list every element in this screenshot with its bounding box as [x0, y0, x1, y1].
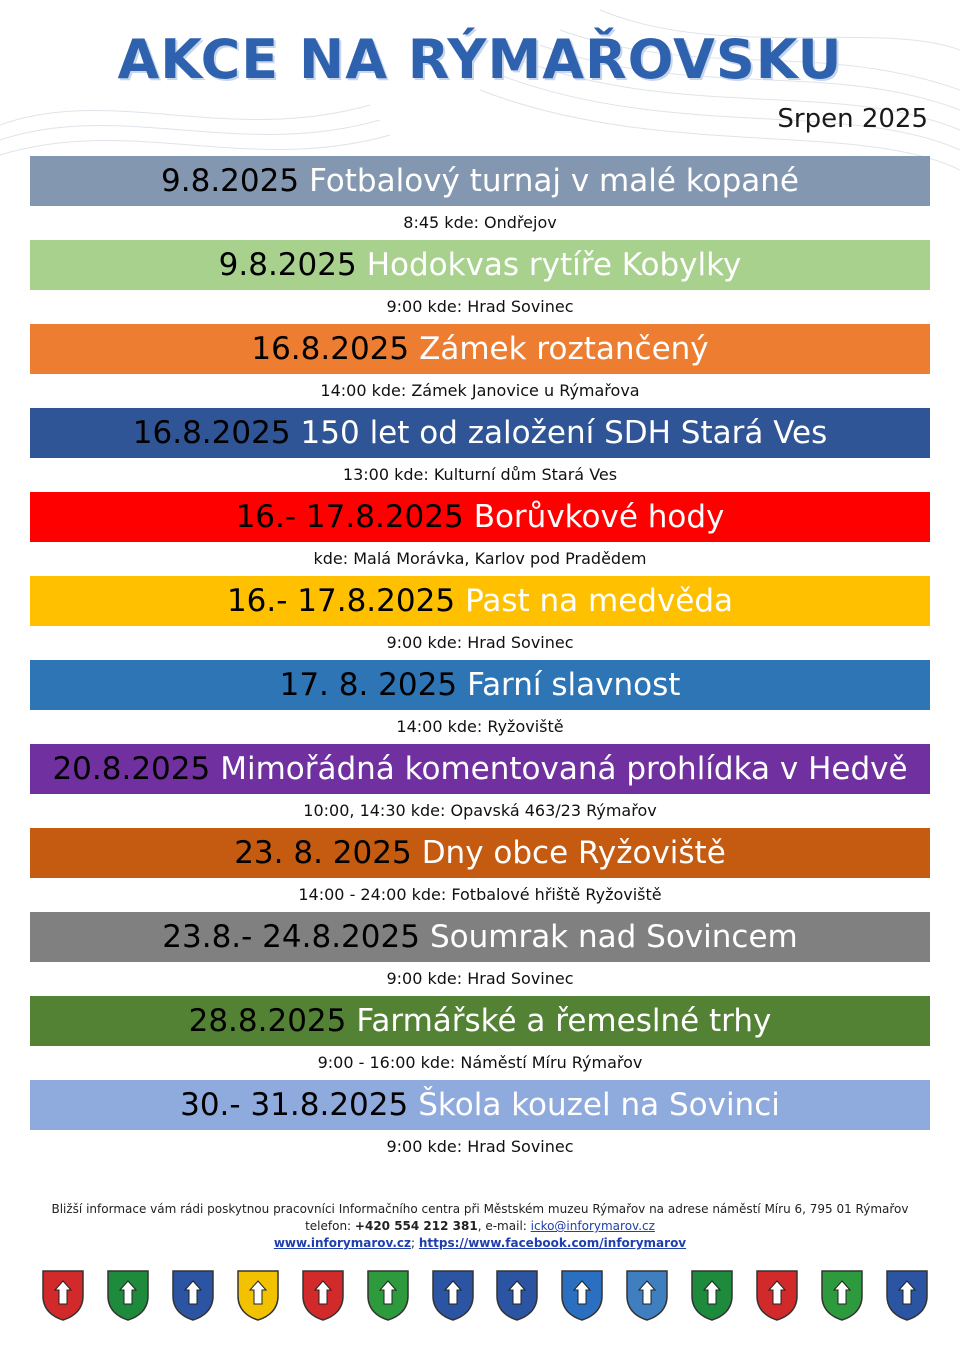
flower-crest-icon — [819, 1268, 865, 1322]
event-date: 23.8.- 24.8.2025 — [162, 919, 420, 955]
event-detail: 9:00 kde: Hrad Sovinec — [386, 969, 574, 988]
crossed-hammers-crest-icon — [105, 1268, 151, 1322]
event-detail: 8:45 kde: Ondřejov — [403, 213, 557, 232]
event-banner — [30, 240, 930, 290]
tree-crest-icon — [689, 1268, 735, 1322]
event-date: 20.8.2025 — [52, 751, 211, 787]
event-date: 9.8.2025 — [218, 247, 357, 283]
event-title: Past na medvěda — [465, 583, 734, 619]
event-title: Dny obce Ryžoviště — [421, 835, 726, 871]
event-banner — [30, 492, 930, 542]
event-title: Farmářské a řemeslné trhy — [356, 1003, 772, 1039]
event-item — [30, 324, 930, 408]
event-date: 16.- 17.8.2025 — [235, 499, 464, 535]
event-banner — [30, 1080, 930, 1130]
event-banner — [30, 744, 930, 794]
event-item — [30, 912, 930, 996]
event-date: 17. 8. 2025 — [279, 667, 458, 703]
month-subtitle: Srpen 2025 — [777, 104, 928, 134]
event-detail: 14:00 kde: Ryžoviště — [396, 717, 564, 736]
event-detail: 14:00 kde: Zámek Janovice u Rýmařova — [320, 381, 640, 400]
event-date: 16.- 17.8.2025 — [226, 583, 456, 619]
grapes-crest-icon — [494, 1268, 540, 1322]
footer-links — [0, 1235, 960, 1252]
phone-label: telefon: — [305, 1219, 355, 1233]
event-item — [30, 660, 930, 744]
footer — [0, 1201, 960, 1252]
event-title: Farní slavnost — [467, 667, 681, 703]
event-date: 9.8.2025 — [161, 163, 300, 199]
event-item — [30, 492, 930, 576]
quartered-crest-icon — [300, 1268, 346, 1322]
event-banner — [30, 156, 930, 206]
event-detail: 13:00 kde: Kulturní dům Stará Ves — [342, 465, 618, 484]
event-item — [30, 1080, 930, 1164]
event-item — [30, 156, 930, 240]
email-link[interactable]: icko@inforymarov.cz — [530, 1219, 655, 1233]
event-date: 16.8.2025 — [132, 415, 291, 451]
event-detail: 10:00, 14:30 kde: Opavská 463/23 Rýmařov — [303, 801, 657, 820]
event-banner — [30, 576, 930, 626]
municipal-crests — [40, 1268, 930, 1322]
event-banner — [30, 324, 930, 374]
event-detail: kde: Malá Morávka, Karlov pod Pradědem — [313, 549, 647, 568]
email-label: , e-mail: — [477, 1219, 531, 1233]
event-date: 28.8.2025 — [188, 1003, 347, 1039]
event-detail: 9:00 kde: Hrad Sovinec — [386, 1137, 574, 1156]
event-title: Škola kouzel na Sovinci — [418, 1087, 780, 1123]
diagonal-crest-icon — [624, 1268, 670, 1322]
event-detail: 9:00 - 16:00 kde: Náměstí Míru Rýmařov — [317, 1053, 643, 1072]
link-separator: ; — [411, 1236, 419, 1250]
event-date: 23. 8. 2025 — [234, 835, 412, 871]
event-title: Mimořádná komentovaná prohlídka v Hedvě — [220, 751, 908, 787]
event-banner — [30, 408, 930, 458]
bird-crest-icon — [754, 1268, 800, 1322]
facebook-link[interactable]: https://www.facebook.com/inforymarov — [418, 1236, 687, 1250]
event-banner — [30, 660, 930, 710]
saint-figure-crest-icon — [40, 1268, 86, 1322]
deer-crest-icon — [559, 1268, 605, 1322]
dog-crest-icon — [884, 1268, 930, 1322]
event-title: Borůvkové hody — [473, 499, 725, 535]
website-link[interactable]: www.inforymarov.cz — [273, 1236, 412, 1250]
spruce-trees-crest-icon — [170, 1268, 216, 1322]
event-item — [30, 240, 930, 324]
footer-contact — [0, 1218, 960, 1235]
event-title: Soumrak nad Sovincem — [429, 919, 798, 955]
castle-crest-icon — [430, 1268, 476, 1322]
event-detail: 9:00 kde: Hrad Sovinec — [386, 633, 574, 652]
event-item — [30, 828, 930, 912]
phone-number: +420 554 212 381 — [354, 1219, 478, 1233]
event-date: 16.8.2025 — [251, 331, 410, 367]
event-banner — [30, 912, 930, 962]
event-item — [30, 744, 930, 828]
event-item — [30, 576, 930, 660]
page-title: AKCE NA RÝMAŘOVSKU — [117, 28, 843, 91]
event-banner — [30, 828, 930, 878]
cross-crest-icon — [365, 1268, 411, 1322]
event-date: 30.- 31.8.2025 — [180, 1087, 409, 1123]
event-detail: 14:00 - 24:00 kde: Fotbalové hřiště Ryžoviště — [298, 885, 662, 904]
mining-tools-crest-icon — [235, 1268, 281, 1322]
event-detail: 9:00 kde: Hrad Sovinec — [386, 297, 574, 316]
event-item — [30, 408, 930, 492]
event-title: 150 let od založení SDH Stará Ves — [300, 415, 828, 451]
footer-info: Bližší informace vám rádi poskytnou pracovníci Informačního centra při Městském muzeu Rýmařov na adrese náměstí Míru 6, 795 01 Rýmařov — [51, 1202, 909, 1216]
event-title: Fotbalový turnaj v malé kopané — [309, 163, 799, 199]
event-title: Hodokvas rytíře Kobylky — [366, 247, 742, 283]
event-banner — [30, 996, 930, 1046]
event-list — [30, 156, 930, 1164]
event-title: Zámek roztančený — [419, 331, 709, 367]
event-item — [30, 996, 930, 1080]
